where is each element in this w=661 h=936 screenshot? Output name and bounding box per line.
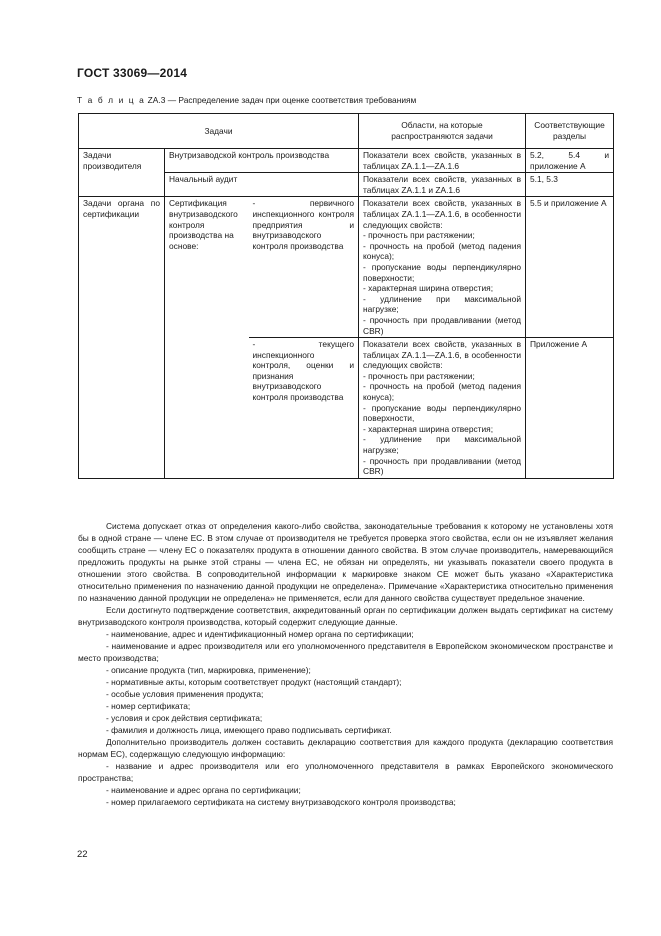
list-item: - наименование, адрес и идентификационный номер органа по сертификации; [106,629,414,639]
cell-area: Показатели всех свойств, указанных в таблицах ZA.1.1—ZA.1.6 [359,149,526,173]
table-row [79,197,614,338]
list-item: - нормативные акты, которым соответствует продукт (настоящий стандарт); [106,677,402,687]
document-id: ГОСТ 33069—2014 [77,66,188,80]
cell-certification: Сертификация внутризаводского контроля производства на основе: [165,197,249,478]
table-row [79,149,614,173]
caption-label: Т а б л и ц а [77,95,146,105]
cell-task: Начальный аудит [165,173,359,197]
page-number: 22 [77,849,88,860]
cell-area: Показатели всех свойств, указанных в таблицах ZA.1.1 и ZA.1.6 [359,173,526,197]
cell-section: Приложение А [526,338,614,479]
cell-area-list: Показатели всех свойств, указанных в таблицах ZA.1.1—ZA.1.6, в особенности следующих свойств: - прочность при растяжении; - прочность на пробой (метод падения конуса); - пропускание воды перпендикулярно поверхности, - характерная ширина отверстия; - удлинение при максимальной нагрузке; - прочность при продавливании (метод CBR) [359,338,526,479]
cell-section: 5.5 и приложение А [526,197,614,338]
list-item: - наименование и адрес органа по сертификации; [106,785,301,795]
cell-who-certifier: Задачи органа по сертификации [79,197,165,478]
list-item: - номер сертификата; [106,701,191,711]
paragraph: Дополнительно производитель должен составить декларацию соответствия для каждого продукта (декларацию соответствия нормам ЕС), содержащую следующую информацию: [78,737,613,759]
header-areas: Области, на которые распространяются задачи [359,114,526,149]
paragraph: Если достигнуто подтверждение соответствия, аккредитованный орган по сертификации должен выдать сертификат на систему внутризаводского контроля производства, который содержит следующие данные. [78,605,613,627]
cell-basis: - первичного инспекционного контроля предприятия и внутризаводского контроля производства [249,197,359,338]
list-item: - наименование и адрес производителя или его уполномоченного представителя в Европейском экономическом пространстве и место производства; [78,641,613,663]
header-tasks: Задачи [79,114,359,149]
table-header-row [79,114,614,149]
table-caption [77,95,416,105]
task-distribution-table [78,113,614,479]
list-item: - номер прилагаемого сертификата на систему внутризаводского контроля производства; [106,797,456,807]
header-sections: Соответствующие разделы [526,114,614,149]
cell-who-manufacturer: Задачи производителя [79,149,165,197]
list-item: - особые условия применения продукта; [106,689,264,699]
list-item: - название и адрес производителя или его уполномоченного представителя в рамках Европейского экономического пространства; [78,761,613,783]
paragraph: Система допускает отказ от определения какого-либо свойства, законодательные требования к которому не установлены хотя бы в одной стране — члене ЕС. В этом случае от производителя не требуется проверка этого свойства, если он не изъявляет желания сообщить стране — члену ЕС о показателях продукта в отношении данного свойства. В этом случае производитель, намеревающийся предложить продукты на рынке этой страны — члена ЕС, не обязан ни определять, ни указывать показатели своего продукта в отношении этого свойства. В сопроводительной информации к маркировке знаком СЕ может быть указано «Характеристика относительно применения по назначению данной продукции не определена». Примечание «Характеристика относительно применения по назначению данной продукции не определена» не применяется, если для данного свойства существует предельное значение. [78,521,613,603]
cell-basis: - текущего инспекционного контроля, оценки и признания внутризаводского контроля производства [249,338,359,479]
list-item: - описание продукта (тип, маркировка, применение); [106,665,311,675]
list-item: - условия и срок действия сертификата; [106,713,263,723]
cell-task: Внутризаводской контроль производства [165,149,359,173]
cell-section: 5.1, 5.3 [526,173,614,197]
cell-area-list: Показатели всех свойств, указанных в таблицах ZA.1.1—ZA.1.6, в особенности следующих свойств: - прочность при растяжении; - прочность на пробой (метод падения конуса); - пропускание воды перпендикулярно поверхности; - характерная ширина отверстия; - удлинение при максимальной нагрузке; - прочность при продавливании (метод CBR) [359,197,526,338]
list-item: - фамилия и должность лица, имеющего право подписывать сертификат. [106,725,392,735]
caption-text: ZA.3 — Распределение задач при оценке соответствия требованиям [145,95,417,105]
cell-section: 5.2, 5.4 и приложение А [526,149,614,173]
body-text [78,520,613,808]
